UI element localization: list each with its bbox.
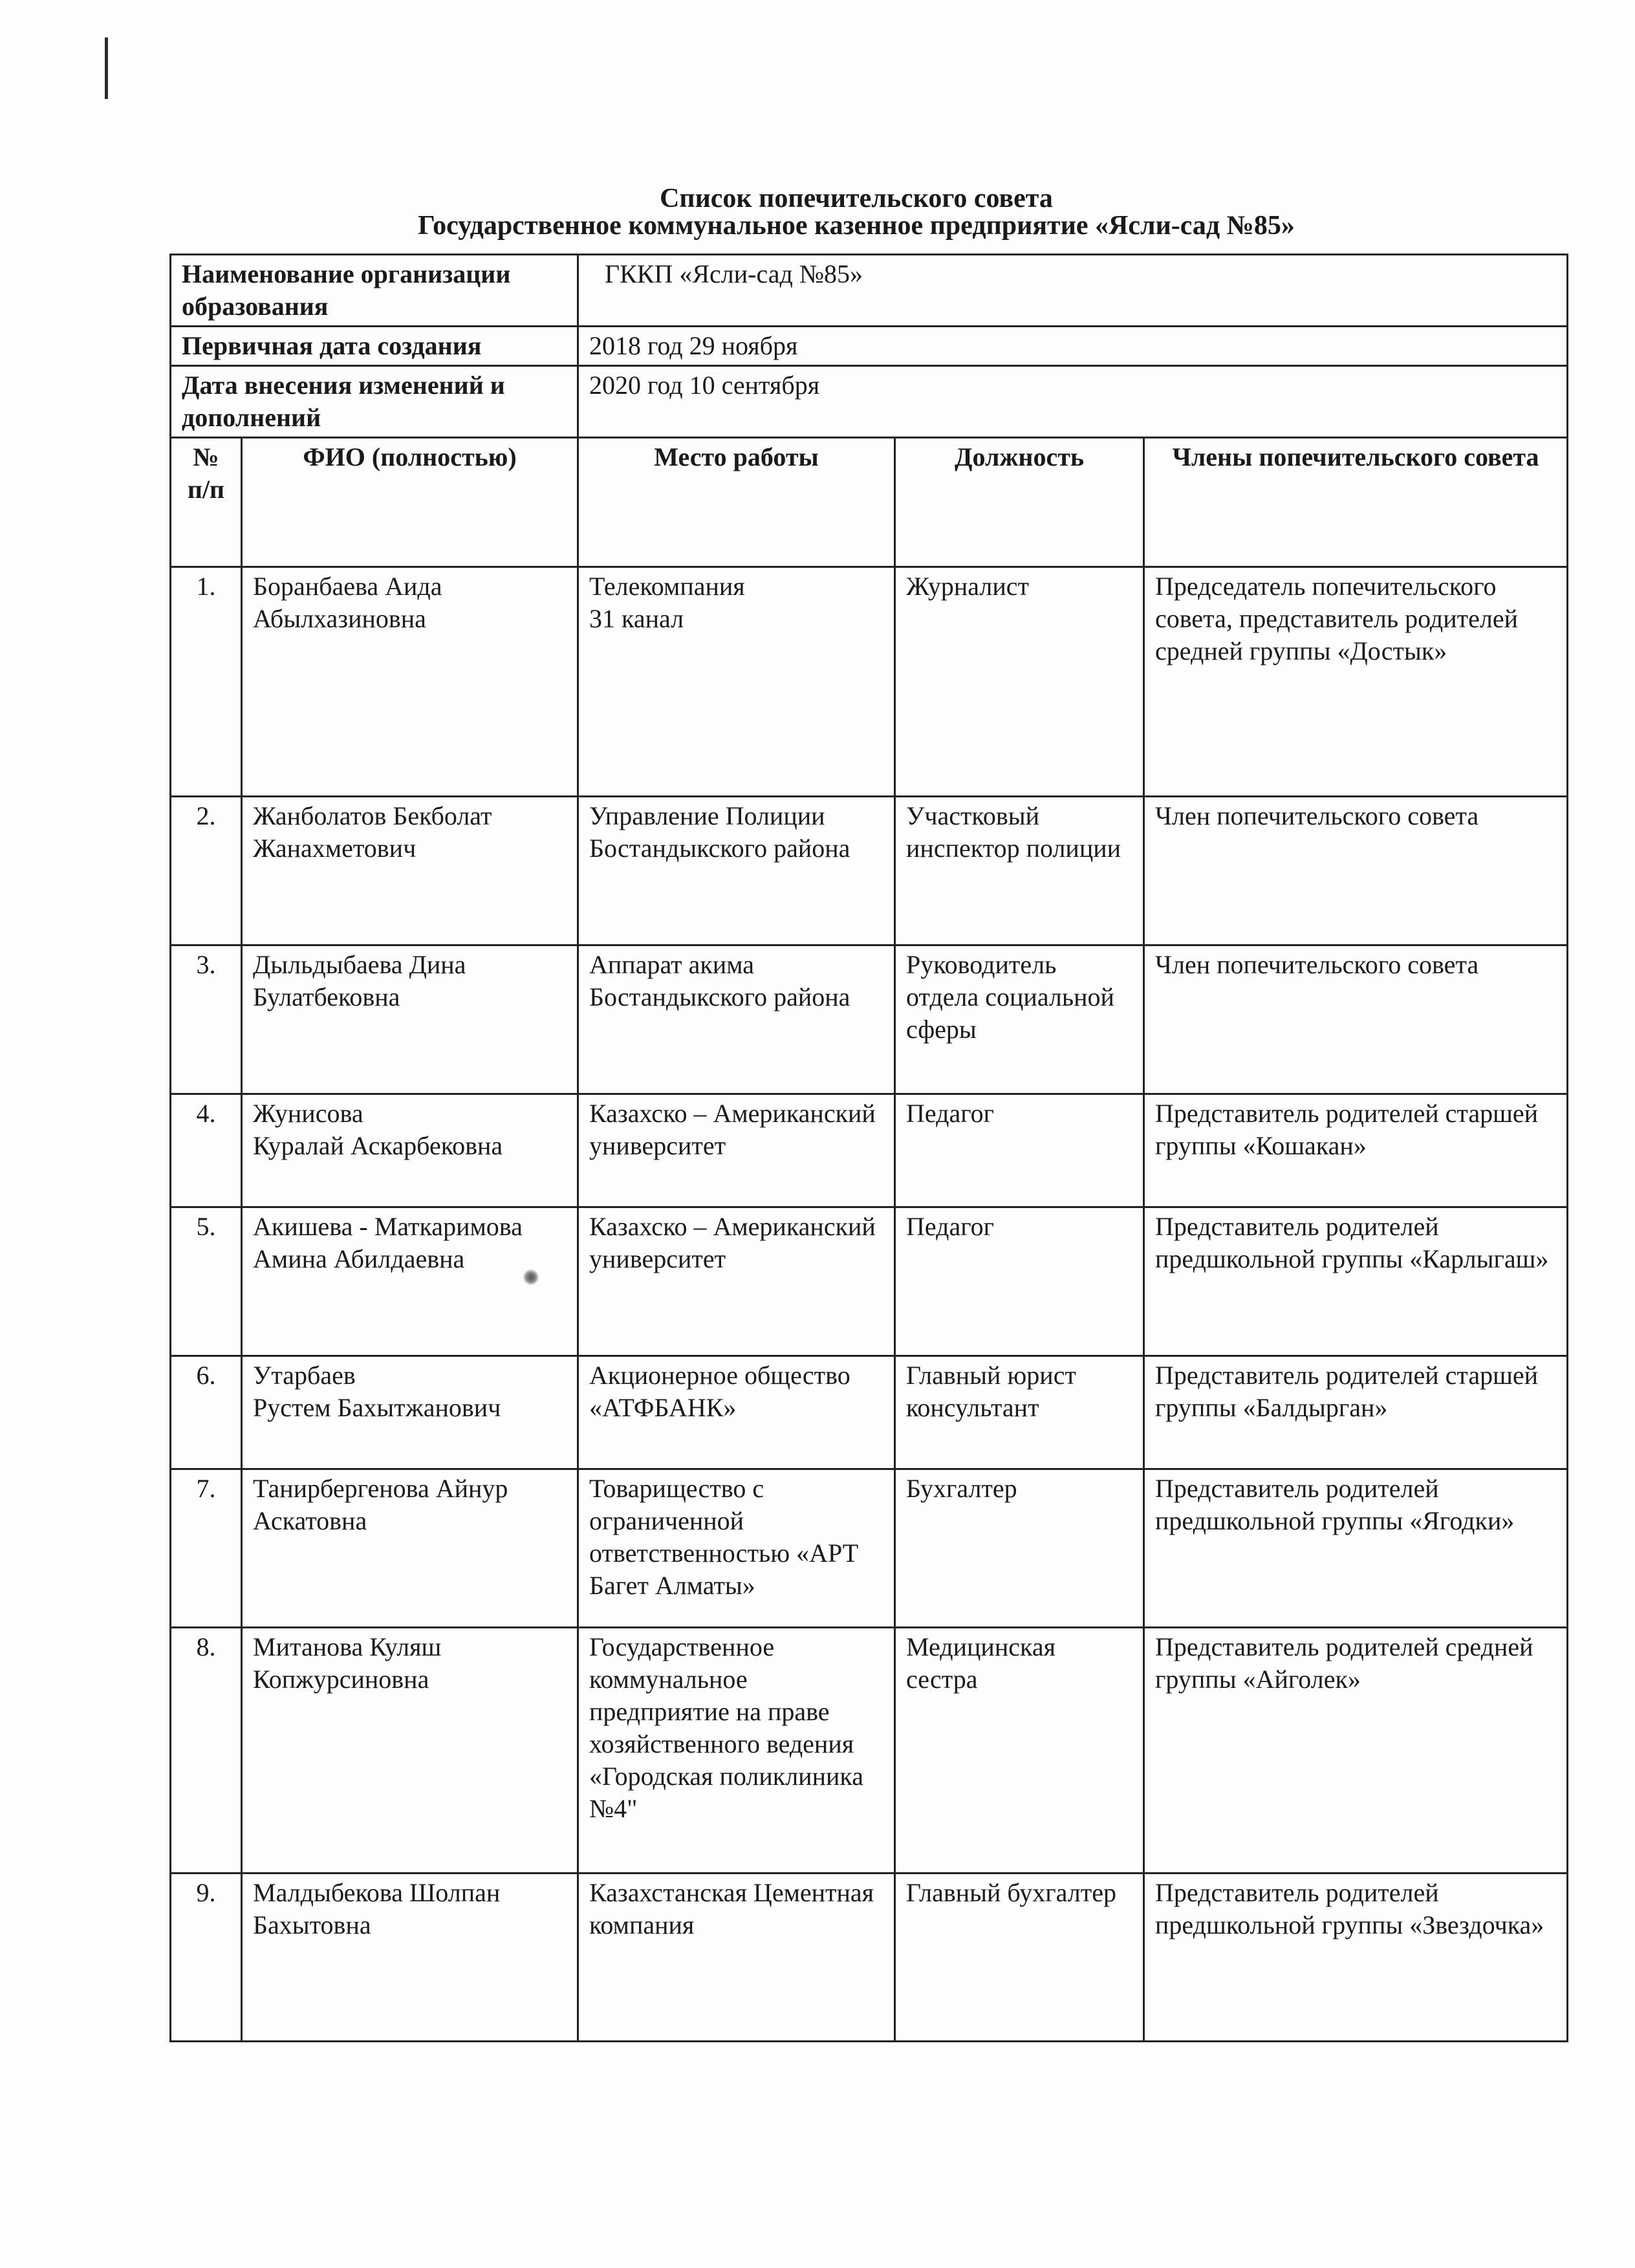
col-header-role: Члены попечительского совета: [1144, 438, 1568, 567]
member-num: 5.: [171, 1207, 242, 1356]
table-row: [171, 1628, 1568, 1874]
member-fio: Утарбаев Рустем Бахытжанович: [242, 1356, 578, 1469]
changed-label: Дата внесения изменений и дополнений: [171, 366, 578, 438]
member-position: Главный бухгалтер: [895, 1874, 1144, 2042]
member-num: 7.: [171, 1469, 242, 1628]
member-workplace: Товарищество с ограниченной ответственностью «АРТ Багет Алматы»: [578, 1469, 895, 1628]
council-table: [169, 254, 1568, 2042]
table-row: [171, 1207, 1568, 1356]
member-workplace: Казахстанская Цементная компания: [578, 1874, 895, 2042]
member-position: Главный юрист консультант: [895, 1356, 1144, 1469]
member-position: Журналист: [895, 567, 1144, 797]
info-section: [171, 255, 1568, 438]
col-header-fio: ФИО (полностью): [242, 438, 578, 567]
document-title: Список попечительского совета: [660, 184, 1053, 213]
table-row: [171, 945, 1568, 1094]
member-workplace: Акционерное общество «АТФБАНК»: [578, 1356, 895, 1469]
member-workplace: Управление Полиции Бостандыкского района: [578, 797, 895, 945]
member-workplace: Казахско – Американский университет: [578, 1207, 895, 1356]
table-row: [171, 567, 1568, 797]
member-role: Представитель родителей старшей группы «Кошакан»: [1144, 1094, 1568, 1207]
member-position: Руководитель отдела социальной сферы: [895, 945, 1144, 1094]
table-row: [171, 1874, 1568, 2042]
member-num: 4.: [171, 1094, 242, 1207]
table-row: [171, 1094, 1568, 1207]
table-row: [171, 797, 1568, 945]
info-row-org: [171, 255, 1568, 327]
member-role: Председатель попечительского совета, представитель родителей средней группы «Достык»: [1144, 567, 1568, 797]
member-workplace: Телекомпания 31 канал: [578, 567, 895, 797]
member-fio: Дыльдыбаева Дина Булатбековна: [242, 945, 578, 1094]
info-row-changed: [171, 366, 1568, 438]
member-role: Представитель родителей предшкольной группы «Звездочка»: [1144, 1874, 1568, 2042]
document-subtitle: Государственное коммунальное казенное предприятие «Ясли-сад №85»: [418, 211, 1295, 241]
member-role: Член попечительского совета: [1144, 797, 1568, 945]
org-label: Наименование организации образования: [171, 255, 578, 327]
member-role: Представитель родителей средней группы «Айголек»: [1144, 1628, 1568, 1874]
member-num: 1.: [171, 567, 242, 797]
member-position: Педагог: [895, 1207, 1144, 1356]
member-fio: Малдыбекова Шолпан Бахытовна: [242, 1874, 578, 2042]
org-value: ГККП «Ясли-сад №85»: [578, 255, 1568, 327]
member-position: Педагог: [895, 1094, 1144, 1207]
members-section: [171, 438, 1568, 2042]
table-row: [171, 1356, 1568, 1469]
col-header-work: Место работы: [578, 438, 895, 567]
member-fio: Жанболатов Бекболат Жанахметович: [242, 797, 578, 945]
member-position: Медицинская сестра: [895, 1628, 1144, 1874]
table-row: [171, 1469, 1568, 1628]
member-workplace: Казахско – Американский университет: [578, 1094, 895, 1207]
col-header-position: Должность: [895, 438, 1144, 567]
column-header-row: [171, 438, 1568, 567]
member-role: Представитель родителей предшкольной группы «Карлыгаш»: [1144, 1207, 1568, 1356]
member-workplace: Аппарат акима Бостандыкского района: [578, 945, 895, 1094]
member-num: 6.: [171, 1356, 242, 1469]
created-value: 2018 год 29 ноября: [578, 327, 1568, 366]
member-num: 3.: [171, 945, 242, 1094]
member-workplace: Государственное коммунальное предприятие на праве хозяйственного ведения «Городская поликлиника №4": [578, 1628, 895, 1874]
member-role: Представитель родителей предшкольной группы «Ягодки»: [1144, 1469, 1568, 1628]
created-label: Первичная дата создания: [171, 327, 578, 366]
member-fio: Жунисова Куралай Аскарбековна: [242, 1094, 578, 1207]
member-fio: Митанова Куляш Копжурсиновна: [242, 1628, 578, 1874]
scan-edge-mark: [105, 38, 108, 99]
member-role: Представитель родителей старшей группы «Балдырган»: [1144, 1356, 1568, 1469]
member-fio: Танирбергенова Айнур Аскатовна: [242, 1469, 578, 1628]
changed-value: 2020 год 10 сентября: [578, 366, 1568, 438]
member-position: Бухгалтер: [895, 1469, 1144, 1628]
member-position: Участковый инспектор полиции: [895, 797, 1144, 945]
member-num: 2.: [171, 797, 242, 945]
member-fio: Боранбаева Аида Абылхазиновна: [242, 567, 578, 797]
member-role: Член попечительского совета: [1144, 945, 1568, 1094]
col-header-num: № п/п: [171, 438, 242, 567]
member-num: 8.: [171, 1628, 242, 1874]
member-num: 9.: [171, 1874, 242, 2042]
info-row-created: [171, 327, 1568, 366]
member-fio: Акишева - Маткаримова Амина Абилдаевна: [242, 1207, 578, 1356]
